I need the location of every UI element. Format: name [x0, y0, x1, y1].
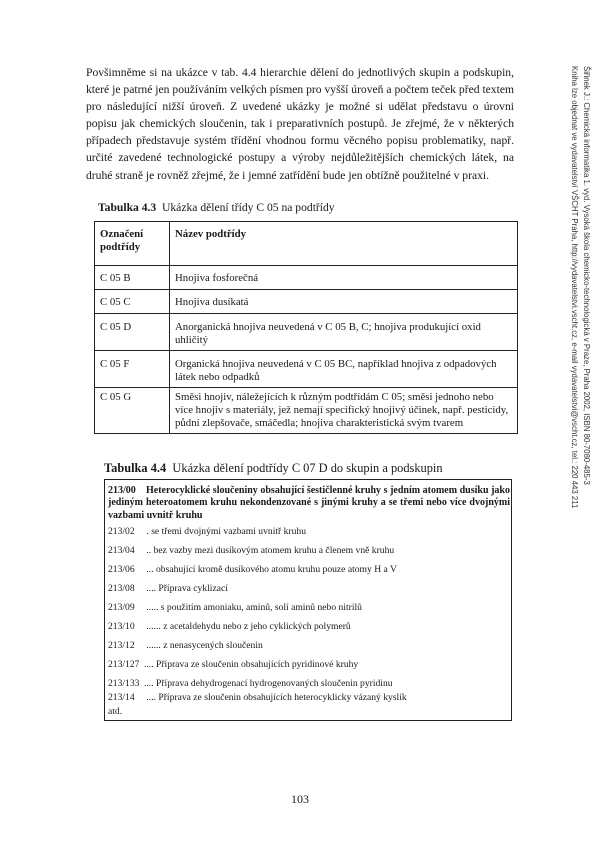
subgroup-text: .... Příprava ze sloučenin obsahujících heterocyklicky vázaný kyslík [144, 692, 407, 703]
subgroup-code: 213/127 [108, 659, 140, 670]
subgroup-text: .. bez vazby mezi dusíkovým atomem kruhu a členem vně kruhu [144, 545, 395, 556]
subgroup-text: ...... z acetaldehydu nebo z jeho cyklických polymerů [144, 621, 351, 632]
subgroup-text: ...... z nenasycených sloučenin [144, 640, 263, 651]
table-row [95, 290, 518, 314]
subgroup-code: 213/09 [108, 602, 135, 613]
list-item [108, 706, 144, 717]
caption-text: Ukázka dělení podtřídy C 07 D do skupin a podskupin [172, 461, 443, 475]
subgroup-code: 213/04 [108, 545, 135, 556]
subgroup-code: 213/08 [108, 583, 135, 594]
cell-code: C 05 G [95, 388, 170, 434]
cell-name: Organická hnojiva neuvedená v C 05 BC, například hnojiva z odpadových látek nebo odpadků [170, 351, 518, 388]
cell-name: Směsi hnojiv, náležejících k různým podtřídám C 05; směsi jednoho nebo více hnojiv s materiály, jež nemají specifický hnojivý účinek, např. pesticidy, půdní zlepšovače, smáčedla; hnojiva charakteristická svým tvarem [170, 388, 518, 434]
list-item [108, 692, 407, 703]
citation-sidebar [556, 66, 592, 706]
caption-label: Tabulka 4.3 [98, 201, 157, 214]
column-header-code: Označení podtřídy [95, 222, 170, 266]
table-4-3 [94, 221, 518, 434]
list-item [108, 640, 263, 651]
group-title: Heterocyklické sloučeniny obsahující šestičlenné kruhy s jedním atomem dusíku jako jediným heteroatomem kruhu nekondenzované s jinými kruhy a se třemi nebo více dvojnými vazbami uvnitř kruhu [108, 485, 510, 521]
citation-line: Šiřinek J.: Chemická informatika 1. vyd. Vysoká škola chemicko-technologická v Praze, Praha 2002, ISBN 80-7080-485-3 [582, 66, 591, 485]
list-item [108, 564, 397, 575]
body-paragraph: Povšimněme si na ukázce v tab. 4.4 hierarchie dělení do jednotlivých skupin a podskupin, které je patrné jen používáním velkých písmen pro vyšší úroveň a počtem teček před textem pro následující nižší úroveň. Z uvedené ukázky je možné si udělat představu o úrovni popisu jak chemických sloučenin, tak i preparativních postupů. Je zřejmé, že v některých případech představuje systém třídění vhodnou formu věcného popisu problematiky, např. určité zavedené technologické postupy a výroby nejdůležitějších chemických látek, na druhé straně je rovněž zřejmé, že i jemné zatřídění bude jen obtížně použitelné v praxi. [86, 66, 514, 182]
subgroup-code: 213/14 [108, 692, 135, 703]
caption-text: Ukázka dělení třídy C 05 na podtřídy [162, 201, 335, 214]
subgroup-code: 213/133 [108, 678, 140, 689]
ordering-line: Kniha lze objednat ve vydavatelství VŠCHT Praha, http://vydavatelstvi.vscht.cz, e-mail vydavatelstvi@vscht.cz, tel.: 220 443 211 [570, 66, 580, 509]
table-4-3-caption [98, 201, 335, 214]
subgroup-text: .... Příprava ze sloučenin obsahujících pyridinové kruhy [144, 659, 359, 670]
cell-name: Anorganická hnojiva neuvedená v C 05 B, C; hnojiva produkující oxid uhličitý [170, 314, 518, 351]
group-heading [108, 485, 510, 522]
table-4-4-caption [104, 461, 443, 476]
table-row [95, 266, 518, 290]
subgroup-code: 213/02 [108, 526, 135, 537]
cell-code: C 05 C [95, 290, 170, 314]
subgroup-code: 213/06 [108, 564, 135, 575]
list-item [108, 678, 393, 689]
subgroup-code: atd. [108, 706, 123, 717]
list-item [108, 659, 358, 670]
page-number: 103 [291, 792, 309, 806]
subgroup-text: .... Příprava cyklizací [144, 583, 228, 594]
column-header-name: Název podtřídy [170, 222, 518, 266]
cell-name: Hnojiva fosforečná [170, 266, 518, 290]
cell-name: Hnojiva dusíkatá [170, 290, 518, 314]
group-code: 213/00 [108, 485, 136, 496]
cell-code: C 05 B [95, 266, 170, 290]
table-row [95, 351, 518, 388]
cell-code: C 05 D [95, 314, 170, 351]
table-row [95, 314, 518, 351]
list-item [108, 545, 394, 556]
subgroup-code: 213/10 [108, 621, 135, 632]
cell-code: C 05 F [95, 351, 170, 388]
subgroup-code: 213/12 [108, 640, 135, 651]
caption-label: Tabulka 4.4 [104, 461, 167, 475]
subgroup-text: ..... s použitím amoniaku, aminů, solí aminů nebo nitrilů [144, 602, 362, 613]
table-row [95, 388, 518, 434]
list-item [108, 583, 228, 594]
list-item [108, 621, 351, 632]
subgroup-text: . se třemi dvojnými vazbami uvnitř kruhu [144, 526, 306, 537]
subgroup-text: .... Příprava dehydrogenací hydrogenovaných sloučenin pyridinu [144, 678, 393, 689]
list-item [108, 602, 362, 613]
subgroup-text: ... obsahující kromě dusíkového atomu kruhu pouze atomy H a V [144, 564, 397, 575]
table-4-4 [104, 479, 512, 721]
list-item [108, 526, 306, 537]
